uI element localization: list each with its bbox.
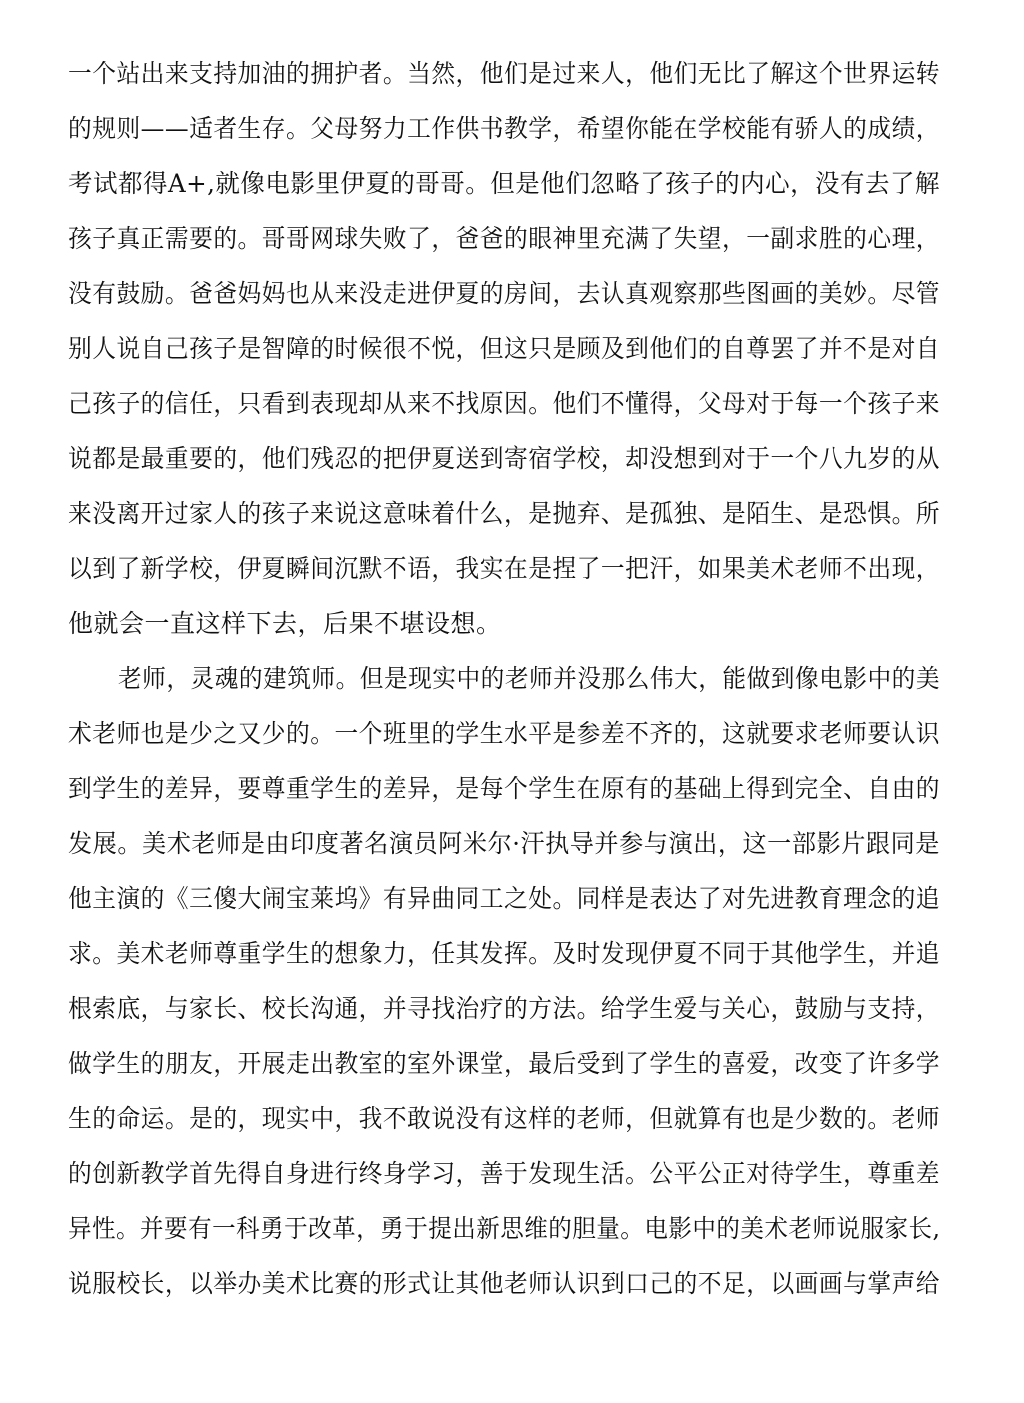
text-line: 以到了新学校，伊夏瞬间沉默不语，我实在是捏了一把汗，如果美术老师不出现， [68,554,941,583]
text-line: 生的命运。是的，现实中，我不敢说没有这样的老师，但就算有也是少数的。老师 [68,1104,941,1133]
text-line: 孩子真正需要的。哥哥网球失败了，爸爸的眼神里充满了失望，一副求胜的心理， [68,224,941,253]
text-line: 异性。并要有一科勇于改革，勇于提出新思维的胆量。电影中的美术老师说服家长, [68,1214,941,1243]
text-line: 他就会一直这样下去，后果不堪设想。 [68,609,502,638]
text-line: 求。美术老师尊重学生的想象力，任其发挥。及时发现伊夏不同于其他学生，并追 [68,939,941,968]
text-line: 考试都得A+,就像电影里伊夏的哥哥。但是他们忽略了孩子的内心，没有去了解 [68,169,940,198]
text-line: 一个站出来支持加油的拥护者。当然，他们是过来人，他们无比了解这个世界运转 [68,59,941,88]
text-line: 做学生的朋友，开展走出教室的室外课堂，最后受到了学生的喜爱，改变了许多学 [68,1049,941,1078]
text-line: 说都是最重要的，他们残忍的把伊夏送到寄宿学校，却没想到对于一个八九岁的从 [68,444,941,473]
text-line: 来没离开过家人的孩子来说这意味着什么，是抛弃、是孤独、是陌生、是恐惧。所 [68,499,941,528]
text-line: 的创新教学首先得自身进行终身学习，善于发现生活。公平公正对待学生，尊重差 [68,1159,941,1188]
text-line: 别人说自己孩子是智障的时候很不悦，但这只是顾及到他们的自尊罢了并不是对自 [68,334,941,363]
paragraph-first-line: 老师，灵魂的建筑师。但是现实中的老师并没那么伟大，能做到像电影中的美 [118,664,941,693]
text-line: 己孩子的信任，只看到表现却从来不找原因。他们不懂得，父母对于每一个孩子来 [68,389,941,418]
text-line: 发展。美术老师是由印度著名演员阿米尔·汗执导并参与演出，这一部影片跟同是 [68,829,940,858]
text-line: 根索底，与家长、校长沟通，并寻找治疗的方法。给学生爱与关心，鼓励与支持， [68,994,941,1023]
text-line: 没有鼓励。爸爸妈妈也从来没走进伊夏的房间，去认真观察那些图画的美妙。尽管 [68,279,941,308]
text-line: 他主演的《三傻大闹宝莱坞》有异曲同工之处。同样是表达了对先进教育理念的追 [68,884,941,913]
text-line: 到学生的差异，要尊重学生的差异，是每个学生在原有的基础上得到完全、自由的 [68,774,941,803]
text-line: 的规则——适者生存。父母努力工作供书教学，希望你能在学校能有骄人的成绩， [68,114,941,143]
text-line: 说服校长，以举办美术比赛的形式让其他老师认识到口己的不足，以画画与掌声给 [68,1269,941,1298]
text-line: 术老师也是少之又少的。一个班里的学生水平是参差不齐的，这就要求老师要认识 [68,719,941,748]
